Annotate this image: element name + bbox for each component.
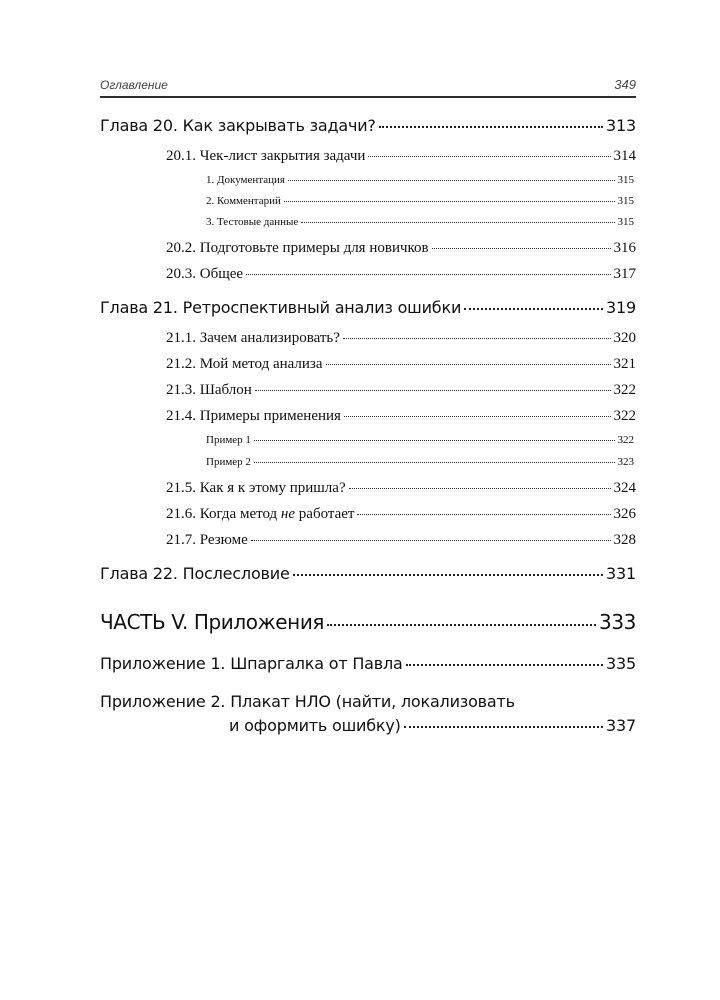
- toc-entry-page: 320: [613, 330, 636, 346]
- toc-section-21-7[interactable]: [166, 532, 636, 549]
- toc-section-21-4[interactable]: [166, 408, 636, 425]
- toc-chapter-20[interactable]: [100, 116, 636, 135]
- dot-leader: [254, 462, 615, 463]
- toc-entry-page: 321: [613, 356, 636, 372]
- toc-entry-page: 326: [613, 506, 636, 522]
- toc-entry-title: Глава 20. Как закрывать задачи?: [100, 116, 376, 135]
- dot-leader: [255, 390, 611, 391]
- toc-entry-title: Глава 21. Ретроспективный анализ ошибки: [100, 298, 462, 317]
- toc-section-21-1[interactable]: [166, 330, 636, 347]
- toc-section-21-6[interactable]: [166, 506, 636, 523]
- toc-appendix-2-title-line1[interactable]: Приложение 2. Плакат НЛО (найти, локализовать: [100, 692, 515, 711]
- toc-chapter-21[interactable]: [100, 298, 636, 317]
- toc-appendix-1[interactable]: [100, 654, 636, 673]
- toc-entry-page: 335: [606, 654, 636, 673]
- toc-entry-title: 3. Тестовые данные: [206, 216, 299, 228]
- toc-entry-page: 315: [617, 216, 634, 228]
- toc-section-21-3[interactable]: [166, 382, 636, 399]
- toc-entry-title: Глава 22. Послесловие: [100, 564, 290, 583]
- dot-leader: [406, 664, 603, 666]
- toc-subsection-example-1[interactable]: [206, 434, 634, 446]
- toc-section-21-5[interactable]: [166, 480, 636, 497]
- dot-leader: [344, 416, 611, 417]
- toc-entry-title: и оформить ошибку): [229, 716, 401, 735]
- toc-subsection-comment[interactable]: [206, 195, 634, 207]
- dot-leader: [379, 126, 603, 128]
- toc-entry-title: 2. Комментарий: [206, 195, 281, 207]
- header-section-title: Оглавление: [100, 78, 168, 92]
- toc-subsection-test-data[interactable]: [206, 216, 634, 228]
- toc-entry-page: 314: [613, 148, 636, 164]
- toc-entry-page: 319: [606, 298, 636, 317]
- dot-leader: [293, 574, 603, 576]
- dot-leader: [327, 624, 596, 626]
- toc-appendix-2[interactable]: [229, 716, 636, 735]
- toc-subsection-documentation[interactable]: [206, 174, 634, 186]
- toc-entry-page: 322: [613, 408, 636, 424]
- toc-section-20-2[interactable]: [166, 240, 636, 257]
- toc-entry-page: 324: [613, 480, 636, 496]
- toc-section-21-2[interactable]: [166, 356, 636, 373]
- toc-entry-title: 1. Документация: [206, 174, 285, 186]
- toc-entry-page: 317: [613, 266, 636, 282]
- dot-leader: [432, 248, 611, 249]
- toc-entry-page: 313: [606, 116, 636, 135]
- dot-leader: [246, 274, 610, 275]
- dot-leader: [343, 338, 611, 339]
- toc-entry-title: 20.2. Подготовьте примеры для новичков: [166, 240, 429, 256]
- emphasis: не: [280, 506, 296, 522]
- toc-entry-title: 21.5. Как я к этому пришла?: [166, 480, 346, 496]
- toc-entry-title: Пример 2: [206, 456, 251, 468]
- dot-leader: [301, 222, 614, 223]
- dot-leader: [254, 440, 615, 441]
- toc-entry-title: 21.1. Зачем анализировать?: [166, 330, 340, 346]
- toc-entry-title: 20.3. Общее: [166, 266, 244, 282]
- dot-leader: [288, 180, 615, 181]
- toc-entry-title: 21.2. Мой метод анализа: [166, 356, 323, 372]
- dot-leader: [251, 540, 611, 541]
- toc-entry-page: 315: [617, 174, 634, 186]
- header-page-number: 349: [614, 77, 636, 92]
- toc-entry-page: 337: [606, 716, 636, 735]
- toc-section-20-1[interactable]: [166, 148, 636, 165]
- toc-subsection-example-2[interactable]: [206, 456, 634, 468]
- toc-entry-title: ЧАСТЬ V. Приложения: [100, 610, 325, 634]
- toc-entry-title: 20.1. Чек-лист закрытия задачи: [166, 148, 366, 164]
- dot-leader: [326, 364, 611, 365]
- toc-entry-page: 322: [617, 434, 634, 446]
- dot-leader: [357, 514, 610, 515]
- toc-part-5[interactable]: [100, 610, 636, 634]
- toc-entry-page: 316: [613, 240, 636, 256]
- toc-entry-page: 315: [617, 195, 634, 207]
- toc-entry-title: 21.3. Шаблон: [166, 382, 252, 398]
- dot-leader: [284, 201, 615, 202]
- toc-entry-page: 328: [613, 532, 636, 548]
- toc-entry-title: 21.4. Примеры применения: [166, 408, 341, 424]
- toc-entry-page: 322: [613, 382, 636, 398]
- dot-leader: [464, 308, 603, 310]
- toc-entry-page: 331: [606, 564, 636, 583]
- toc-entry-page: 323: [617, 456, 634, 468]
- dot-leader: [368, 156, 610, 157]
- dot-leader: [349, 488, 611, 489]
- toc-section-20-3[interactable]: [166, 266, 636, 283]
- running-header: [100, 76, 636, 98]
- toc-entry-title: Приложение 1. Шпаргалка от Павла: [100, 654, 403, 673]
- toc-entry-title: Пример 1: [206, 434, 251, 446]
- toc-entry-page: 333: [599, 610, 636, 634]
- toc-entry-title: 21.7. Резюме: [166, 532, 248, 548]
- dot-leader: [404, 726, 603, 728]
- toc-entry-title: 21.6. Когда метод не работает: [166, 506, 355, 522]
- toc-chapter-22[interactable]: [100, 564, 636, 583]
